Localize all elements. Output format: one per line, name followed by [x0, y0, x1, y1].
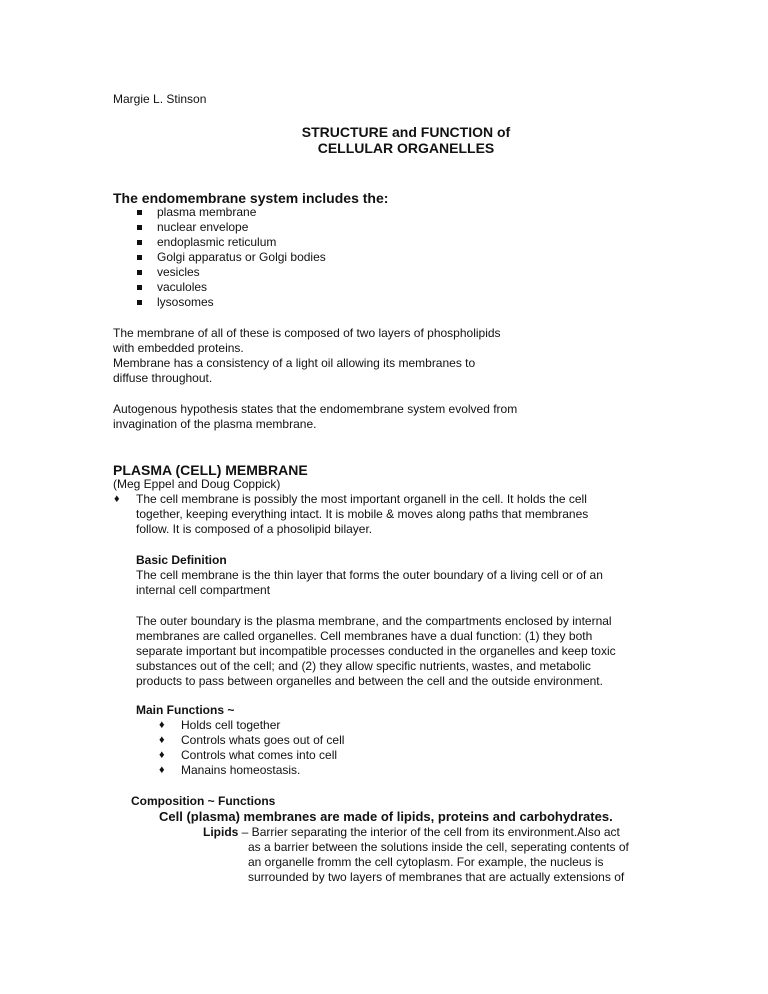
paragraph-line: as a barrier between the solutions inside the cell, seperating contents of — [248, 840, 629, 854]
paragraph-line: The cell membrane is the thin layer that forms the outer boundary of a living cell or of an — [136, 568, 603, 582]
byline: (Meg Eppel and Doug Coppick) — [113, 477, 281, 491]
subheading: Basic Definition — [136, 553, 227, 567]
list-item: endoplasmic reticulum — [157, 235, 277, 249]
paragraph-line: diffuse throughout. — [113, 371, 213, 385]
paragraph-line: surrounded by two layers of membranes that are actually extensions of — [248, 870, 625, 884]
lipids-label: Lipids — [203, 825, 239, 839]
list-item: Controls whats goes out of cell — [181, 733, 345, 747]
paragraph-line: membranes are called organelles. Cell membranes have a dual function: (1) they both — [136, 629, 593, 643]
paragraph-line: Autogenous hypothesis states that the endomembrane system evolved from — [113, 402, 518, 416]
paragraph-line: follow. It is composed of a phosolipid bilayer. — [136, 522, 373, 536]
lipids-text: – Barrier separating the interior of the cell from its environment.Also act — [238, 825, 620, 839]
diamond-bullet-icon: ♦ — [159, 764, 165, 776]
subheading: Composition ~ Functions — [131, 794, 276, 808]
list-item: vaculoles — [157, 280, 208, 294]
paragraph-line: separate important but incompatible processes conducted in the organelles and keep toxic — [136, 644, 616, 658]
paragraph-line: substances out of the cell; and (2) they allow specific nutrients, wastes, and metabolic — [136, 659, 591, 673]
list-item: nuclear envelope — [157, 220, 249, 234]
paragraph-line: internal cell compartment — [136, 583, 271, 597]
square-bullet-icon — [137, 255, 142, 260]
paragraph-line: an organelle fromm the cell cytoplasm. For example, the nucleus is — [248, 855, 604, 869]
paragraph-line: Membrane has a consistency of a light oil allowing its membranes to — [113, 356, 476, 370]
list-item: lysosomes — [157, 295, 214, 309]
square-bullet-icon — [137, 285, 142, 290]
paragraph-line: The membrane of all of these is composed of two layers of phospholipids — [113, 326, 501, 340]
paragraph-line: with embedded proteins. — [113, 341, 244, 355]
paragraph-line: The outer boundary is the plasma membrane, and the compartments enclosed by internal — [136, 614, 612, 628]
paragraph-line: invagination of the plasma membrane. — [113, 417, 317, 431]
list-item: Golgi apparatus or Golgi bodies — [157, 250, 326, 264]
list-item: Controls what comes into cell — [181, 748, 338, 762]
diamond-bullet-icon: ♦ — [159, 734, 165, 746]
lipids-line — [203, 825, 620, 840]
square-bullet-icon — [137, 300, 142, 305]
list-item: vesicles — [157, 265, 200, 279]
subheading: Cell (plasma) membranes are made of lipids, proteins and carbohydrates. — [159, 809, 613, 824]
square-bullet-icon — [137, 270, 142, 275]
diamond-bullet-icon: ♦ — [114, 493, 120, 505]
square-bullet-icon — [137, 225, 142, 230]
endomembrane-heading: The endomembrane system includes the: — [113, 190, 389, 206]
square-bullet-icon — [137, 240, 142, 245]
paragraph-line: products to pass between organelles and between the cell and the outside environment. — [136, 674, 603, 688]
list-item: Holds cell together — [181, 718, 281, 732]
diamond-bullet-icon: ♦ — [159, 749, 165, 761]
author-name: Margie L. Stinson — [113, 92, 207, 106]
document-title-line-1: STRUCTURE and FUNCTION of — [301, 124, 511, 140]
diamond-bullet-icon: ♦ — [159, 719, 165, 731]
document-title-line-2: CELLULAR ORGANELLES — [317, 140, 495, 156]
section-heading: PLASMA (CELL) MEMBRANE — [113, 462, 308, 478]
paragraph-line: The cell membrane is possibly the most important organell in the cell. It holds the cell — [136, 492, 587, 506]
paragraph-line: together, keeping everything intact. It is mobile & moves along paths that membranes — [136, 507, 589, 521]
square-bullet-icon — [137, 210, 142, 215]
list-item: Manains homeostasis. — [181, 763, 301, 777]
list-item: plasma membrane — [157, 205, 257, 219]
subheading: Main Functions ~ — [136, 703, 235, 717]
